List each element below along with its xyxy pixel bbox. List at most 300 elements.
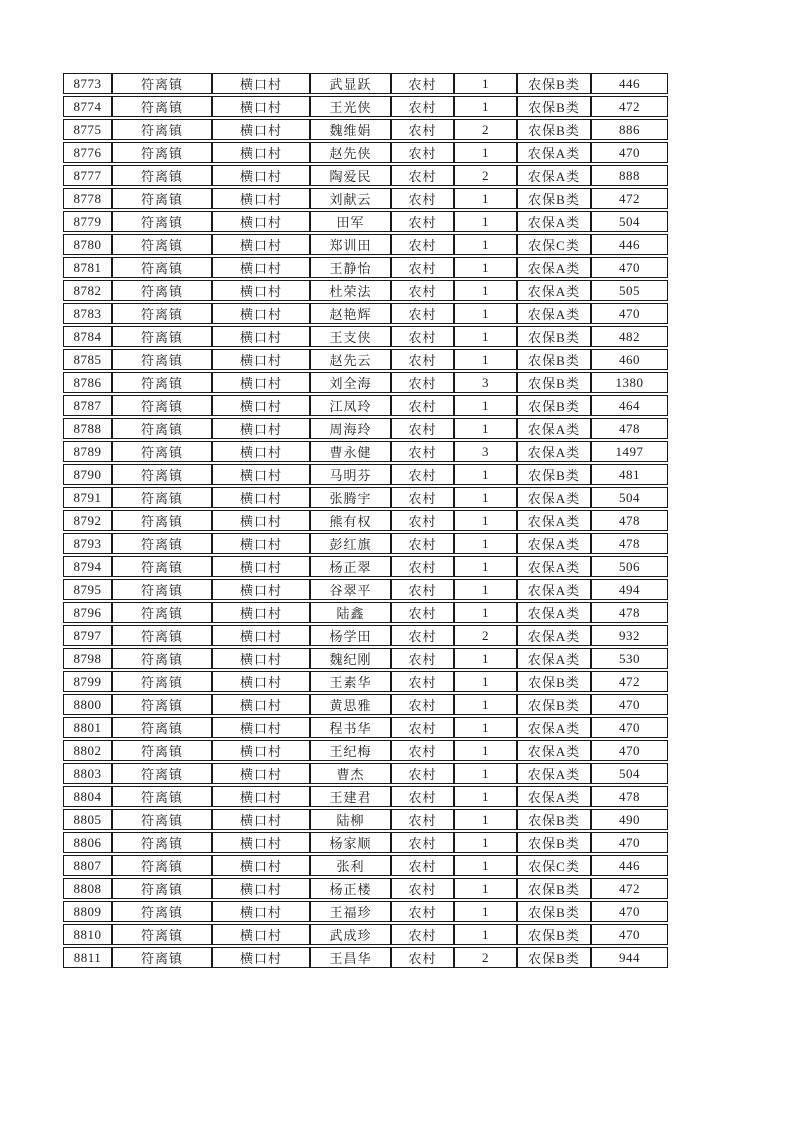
cell-insurance-category: 农保B类 (517, 694, 591, 715)
cell-insurance-category: 农保A类 (517, 717, 591, 738)
cell-residence-type: 农村 (391, 280, 454, 301)
cell-town: 符离镇 (112, 395, 212, 416)
cell-village: 横口村 (212, 418, 310, 439)
cell-town: 符离镇 (112, 96, 212, 117)
cell-town: 符离镇 (112, 119, 212, 140)
cell-person-name: 魏纪刚 (310, 648, 391, 669)
cell-residence-type: 农村 (391, 763, 454, 784)
cell-insurance-category: 农保B类 (517, 119, 591, 140)
table-row (63, 602, 668, 623)
table-row (63, 234, 668, 255)
cell-serial-number: 8774 (63, 96, 112, 117)
cell-serial-number: 8777 (63, 165, 112, 186)
cell-person-count: 1 (454, 418, 517, 439)
cell-village: 横口村 (212, 671, 310, 692)
cell-serial-number: 8811 (63, 947, 112, 968)
cell-amount: 478 (591, 418, 668, 439)
cell-insurance-category: 农保A类 (517, 763, 591, 784)
cell-village: 横口村 (212, 234, 310, 255)
cell-town: 符离镇 (112, 717, 212, 738)
cell-person-count: 1 (454, 257, 517, 278)
cell-insurance-category: 农保B类 (517, 464, 591, 485)
cell-amount: 944 (591, 947, 668, 968)
cell-person-name: 刘全海 (310, 372, 391, 393)
table-row (63, 73, 668, 94)
table-row (63, 648, 668, 669)
cell-town: 符离镇 (112, 878, 212, 899)
table-row (63, 418, 668, 439)
cell-person-name: 江凤玲 (310, 395, 391, 416)
cell-person-count: 1 (454, 763, 517, 784)
cell-village: 横口村 (212, 73, 310, 94)
cell-amount: 446 (591, 855, 668, 876)
cell-insurance-category: 农保A类 (517, 510, 591, 531)
cell-residence-type: 农村 (391, 349, 454, 370)
cell-serial-number: 8802 (63, 740, 112, 761)
cell-town: 符离镇 (112, 280, 212, 301)
table-row (63, 188, 668, 209)
table-row (63, 119, 668, 140)
cell-person-count: 1 (454, 349, 517, 370)
cell-village: 横口村 (212, 441, 310, 462)
cell-residence-type: 农村 (391, 717, 454, 738)
cell-amount: 1497 (591, 441, 668, 462)
cell-person-name: 陆鑫 (310, 602, 391, 623)
cell-residence-type: 农村 (391, 740, 454, 761)
cell-town: 符离镇 (112, 441, 212, 462)
cell-person-name: 魏维娟 (310, 119, 391, 140)
cell-person-count: 1 (454, 303, 517, 324)
cell-amount: 478 (591, 786, 668, 807)
cell-person-count: 1 (454, 487, 517, 508)
cell-person-count: 1 (454, 533, 517, 554)
cell-residence-type: 农村 (391, 372, 454, 393)
cell-amount: 482 (591, 326, 668, 347)
cell-residence-type: 农村 (391, 441, 454, 462)
cell-amount: 888 (591, 165, 668, 186)
cell-person-name: 马明芬 (310, 464, 391, 485)
cell-serial-number: 8775 (63, 119, 112, 140)
table-body (63, 73, 668, 968)
cell-person-name: 陶爱民 (310, 165, 391, 186)
table-row (63, 142, 668, 163)
cell-amount: 506 (591, 556, 668, 577)
cell-insurance-category: 农保A类 (517, 441, 591, 462)
cell-insurance-category: 农保C类 (517, 855, 591, 876)
cell-insurance-category: 农保A类 (517, 280, 591, 301)
cell-person-name: 杨正楼 (310, 878, 391, 899)
cell-person-name: 曹杰 (310, 763, 391, 784)
cell-person-count: 1 (454, 786, 517, 807)
cell-village: 横口村 (212, 648, 310, 669)
cell-insurance-category: 农保A类 (517, 556, 591, 577)
cell-insurance-category: 农保C类 (517, 234, 591, 255)
cell-amount: 470 (591, 901, 668, 922)
cell-residence-type: 农村 (391, 418, 454, 439)
cell-serial-number: 8810 (63, 924, 112, 945)
cell-amount: 472 (591, 188, 668, 209)
cell-residence-type: 农村 (391, 924, 454, 945)
cell-town: 符离镇 (112, 73, 212, 94)
cell-person-count: 1 (454, 234, 517, 255)
cell-village: 横口村 (212, 510, 310, 531)
cell-person-count: 1 (454, 510, 517, 531)
cell-person-count: 2 (454, 165, 517, 186)
cell-village: 横口村 (212, 395, 310, 416)
cell-person-name: 杨正翠 (310, 556, 391, 577)
cell-person-name: 张腾宇 (310, 487, 391, 508)
table-row (63, 763, 668, 784)
cell-village: 横口村 (212, 901, 310, 922)
cell-residence-type: 农村 (391, 694, 454, 715)
cell-serial-number: 8798 (63, 648, 112, 669)
cell-residence-type: 农村 (391, 648, 454, 669)
cell-amount: 470 (591, 303, 668, 324)
cell-village: 横口村 (212, 740, 310, 761)
cell-amount: 530 (591, 648, 668, 669)
cell-amount: 505 (591, 280, 668, 301)
cell-amount: 504 (591, 211, 668, 232)
cell-person-count: 1 (454, 556, 517, 577)
cell-residence-type: 农村 (391, 625, 454, 646)
cell-serial-number: 8809 (63, 901, 112, 922)
cell-insurance-category: 农保A类 (517, 786, 591, 807)
cell-town: 符离镇 (112, 947, 212, 968)
cell-insurance-category: 农保B类 (517, 947, 591, 968)
cell-village: 横口村 (212, 786, 310, 807)
cell-serial-number: 8799 (63, 671, 112, 692)
cell-person-name: 杜荣法 (310, 280, 391, 301)
cell-person-name: 曹永健 (310, 441, 391, 462)
cell-person-name: 彭红旗 (310, 533, 391, 554)
cell-person-count: 1 (454, 395, 517, 416)
cell-person-count: 1 (454, 901, 517, 922)
cell-person-count: 1 (454, 211, 517, 232)
cell-residence-type: 农村 (391, 786, 454, 807)
cell-amount: 460 (591, 349, 668, 370)
table-row (63, 740, 668, 761)
cell-serial-number: 8806 (63, 832, 112, 853)
cell-amount: 470 (591, 694, 668, 715)
cell-village: 横口村 (212, 556, 310, 577)
cell-town: 符离镇 (112, 142, 212, 163)
cell-person-count: 1 (454, 142, 517, 163)
table-row (63, 487, 668, 508)
cell-residence-type: 农村 (391, 510, 454, 531)
cell-village: 横口村 (212, 349, 310, 370)
cell-amount: 886 (591, 119, 668, 140)
cell-amount: 932 (591, 625, 668, 646)
cell-residence-type: 农村 (391, 487, 454, 508)
pension-record-table (63, 71, 668, 970)
cell-town: 符离镇 (112, 855, 212, 876)
table-row (63, 280, 668, 301)
table-row (63, 901, 668, 922)
cell-amount: 446 (591, 73, 668, 94)
cell-insurance-category: 农保B类 (517, 395, 591, 416)
cell-serial-number: 8800 (63, 694, 112, 715)
cell-amount: 472 (591, 96, 668, 117)
cell-town: 符离镇 (112, 372, 212, 393)
cell-village: 横口村 (212, 257, 310, 278)
cell-residence-type: 农村 (391, 671, 454, 692)
cell-person-name: 程书华 (310, 717, 391, 738)
cell-person-count: 1 (454, 832, 517, 853)
cell-person-count: 1 (454, 878, 517, 899)
table-row (63, 694, 668, 715)
cell-person-name: 熊有权 (310, 510, 391, 531)
cell-insurance-category: 农保A类 (517, 533, 591, 554)
cell-insurance-category: 农保A类 (517, 165, 591, 186)
cell-village: 横口村 (212, 211, 310, 232)
cell-serial-number: 8789 (63, 441, 112, 462)
cell-person-count: 3 (454, 372, 517, 393)
cell-insurance-category: 农保A类 (517, 257, 591, 278)
cell-town: 符离镇 (112, 510, 212, 531)
cell-residence-type: 农村 (391, 119, 454, 140)
cell-village: 横口村 (212, 878, 310, 899)
table-row (63, 372, 668, 393)
cell-person-name: 赵先侠 (310, 142, 391, 163)
cell-residence-type: 农村 (391, 165, 454, 186)
table-row (63, 533, 668, 554)
cell-residence-type: 农村 (391, 832, 454, 853)
cell-town: 符离镇 (112, 625, 212, 646)
cell-amount: 470 (591, 832, 668, 853)
cell-village: 横口村 (212, 533, 310, 554)
cell-person-name: 郑训田 (310, 234, 391, 255)
cell-town: 符离镇 (112, 694, 212, 715)
cell-serial-number: 8803 (63, 763, 112, 784)
cell-insurance-category: 农保B类 (517, 372, 591, 393)
cell-serial-number: 8804 (63, 786, 112, 807)
cell-insurance-category: 农保B类 (517, 832, 591, 853)
cell-insurance-category: 农保A类 (517, 579, 591, 600)
cell-insurance-category: 农保B类 (517, 809, 591, 830)
cell-amount: 470 (591, 717, 668, 738)
cell-town: 符离镇 (112, 234, 212, 255)
cell-residence-type: 农村 (391, 73, 454, 94)
table-row (63, 717, 668, 738)
table-row (63, 878, 668, 899)
cell-village: 横口村 (212, 694, 310, 715)
cell-residence-type: 农村 (391, 142, 454, 163)
cell-insurance-category: 农保A类 (517, 487, 591, 508)
cell-residence-type: 农村 (391, 211, 454, 232)
cell-village: 横口村 (212, 280, 310, 301)
cell-person-name: 杨家顺 (310, 832, 391, 853)
cell-town: 符离镇 (112, 349, 212, 370)
cell-town: 符离镇 (112, 579, 212, 600)
cell-serial-number: 8790 (63, 464, 112, 485)
table-row (63, 303, 668, 324)
cell-town: 符离镇 (112, 418, 212, 439)
cell-residence-type: 农村 (391, 257, 454, 278)
cell-amount: 470 (591, 740, 668, 761)
cell-amount: 1380 (591, 372, 668, 393)
cell-amount: 472 (591, 878, 668, 899)
cell-insurance-category: 农保A类 (517, 740, 591, 761)
cell-person-count: 1 (454, 740, 517, 761)
cell-village: 横口村 (212, 832, 310, 853)
cell-insurance-category: 农保B类 (517, 924, 591, 945)
table-row (63, 326, 668, 347)
cell-town: 符离镇 (112, 648, 212, 669)
cell-amount: 478 (591, 533, 668, 554)
cell-serial-number: 8786 (63, 372, 112, 393)
cell-town: 符离镇 (112, 464, 212, 485)
cell-serial-number: 8785 (63, 349, 112, 370)
table-row (63, 165, 668, 186)
cell-town: 符离镇 (112, 257, 212, 278)
cell-person-name: 张利 (310, 855, 391, 876)
cell-residence-type: 农村 (391, 947, 454, 968)
table-row (63, 464, 668, 485)
cell-person-count: 2 (454, 625, 517, 646)
cell-village: 横口村 (212, 326, 310, 347)
cell-village: 横口村 (212, 717, 310, 738)
cell-residence-type: 农村 (391, 579, 454, 600)
cell-serial-number: 8784 (63, 326, 112, 347)
table-row (63, 395, 668, 416)
cell-amount: 472 (591, 671, 668, 692)
cell-insurance-category: 农保B类 (517, 188, 591, 209)
cell-person-count: 1 (454, 579, 517, 600)
cell-person-name: 赵先云 (310, 349, 391, 370)
cell-serial-number: 8780 (63, 234, 112, 255)
table-row (63, 832, 668, 853)
cell-serial-number: 8776 (63, 142, 112, 163)
cell-insurance-category: 农保B类 (517, 96, 591, 117)
cell-amount: 470 (591, 257, 668, 278)
cell-residence-type: 农村 (391, 533, 454, 554)
cell-insurance-category: 农保A类 (517, 625, 591, 646)
cell-town: 符离镇 (112, 809, 212, 830)
cell-serial-number: 8783 (63, 303, 112, 324)
cell-town: 符离镇 (112, 924, 212, 945)
cell-person-name: 王支侠 (310, 326, 391, 347)
cell-amount: 446 (591, 234, 668, 255)
cell-village: 横口村 (212, 188, 310, 209)
cell-serial-number: 8801 (63, 717, 112, 738)
cell-town: 符离镇 (112, 211, 212, 232)
cell-village: 横口村 (212, 809, 310, 830)
cell-residence-type: 农村 (391, 855, 454, 876)
table-row (63, 855, 668, 876)
table-row (63, 211, 668, 232)
cell-amount: 478 (591, 510, 668, 531)
cell-amount: 504 (591, 763, 668, 784)
cell-person-name: 武显跃 (310, 73, 391, 94)
cell-residence-type: 农村 (391, 556, 454, 577)
cell-person-name: 周海玲 (310, 418, 391, 439)
cell-village: 横口村 (212, 947, 310, 968)
cell-serial-number: 8778 (63, 188, 112, 209)
table-row (63, 786, 668, 807)
table-row (63, 257, 668, 278)
cell-person-count: 1 (454, 671, 517, 692)
cell-insurance-category: 农保B类 (517, 73, 591, 94)
cell-town: 符离镇 (112, 326, 212, 347)
cell-amount: 470 (591, 924, 668, 945)
cell-person-name: 王福珍 (310, 901, 391, 922)
cell-town: 符离镇 (112, 487, 212, 508)
cell-serial-number: 8781 (63, 257, 112, 278)
cell-person-count: 3 (454, 441, 517, 462)
cell-person-name: 王纪梅 (310, 740, 391, 761)
cell-residence-type: 农村 (391, 809, 454, 830)
cell-person-count: 1 (454, 924, 517, 945)
cell-residence-type: 农村 (391, 464, 454, 485)
cell-residence-type: 农村 (391, 395, 454, 416)
cell-person-count: 1 (454, 96, 517, 117)
cell-person-count: 2 (454, 947, 517, 968)
cell-person-name: 黄思雅 (310, 694, 391, 715)
cell-amount: 478 (591, 602, 668, 623)
cell-town: 符离镇 (112, 740, 212, 761)
cell-town: 符离镇 (112, 188, 212, 209)
cell-village: 横口村 (212, 602, 310, 623)
cell-town: 符离镇 (112, 786, 212, 807)
table-row (63, 947, 668, 968)
cell-village: 横口村 (212, 372, 310, 393)
table-row (63, 96, 668, 117)
cell-insurance-category: 农保B类 (517, 901, 591, 922)
cell-person-count: 1 (454, 648, 517, 669)
cell-person-name: 王静怡 (310, 257, 391, 278)
cell-town: 符离镇 (112, 303, 212, 324)
table-row (63, 349, 668, 370)
cell-amount: 490 (591, 809, 668, 830)
cell-amount: 494 (591, 579, 668, 600)
cell-person-name: 武成珍 (310, 924, 391, 945)
cell-village: 横口村 (212, 165, 310, 186)
cell-person-count: 1 (454, 809, 517, 830)
cell-town: 符离镇 (112, 901, 212, 922)
cell-serial-number: 8791 (63, 487, 112, 508)
cell-residence-type: 农村 (391, 878, 454, 899)
cell-person-count: 1 (454, 694, 517, 715)
cell-village: 横口村 (212, 142, 310, 163)
cell-person-name: 王建君 (310, 786, 391, 807)
cell-person-count: 1 (454, 73, 517, 94)
cell-insurance-category: 农保B类 (517, 878, 591, 899)
cell-person-count: 1 (454, 280, 517, 301)
table-row (63, 556, 668, 577)
cell-person-name: 赵艳辉 (310, 303, 391, 324)
cell-serial-number: 8792 (63, 510, 112, 531)
cell-serial-number: 8805 (63, 809, 112, 830)
cell-serial-number: 8782 (63, 280, 112, 301)
cell-amount: 504 (591, 487, 668, 508)
cell-town: 符离镇 (112, 556, 212, 577)
cell-insurance-category: 农保A类 (517, 211, 591, 232)
cell-village: 横口村 (212, 96, 310, 117)
cell-serial-number: 8788 (63, 418, 112, 439)
cell-person-count: 1 (454, 326, 517, 347)
cell-town: 符离镇 (112, 165, 212, 186)
cell-serial-number: 8797 (63, 625, 112, 646)
cell-person-name: 王昌华 (310, 947, 391, 968)
cell-amount: 470 (591, 142, 668, 163)
cell-residence-type: 农村 (391, 96, 454, 117)
cell-residence-type: 农村 (391, 901, 454, 922)
cell-insurance-category: 农保A类 (517, 602, 591, 623)
cell-insurance-category: 农保B类 (517, 349, 591, 370)
cell-village: 横口村 (212, 464, 310, 485)
cell-amount: 464 (591, 395, 668, 416)
cell-person-name: 王光侠 (310, 96, 391, 117)
